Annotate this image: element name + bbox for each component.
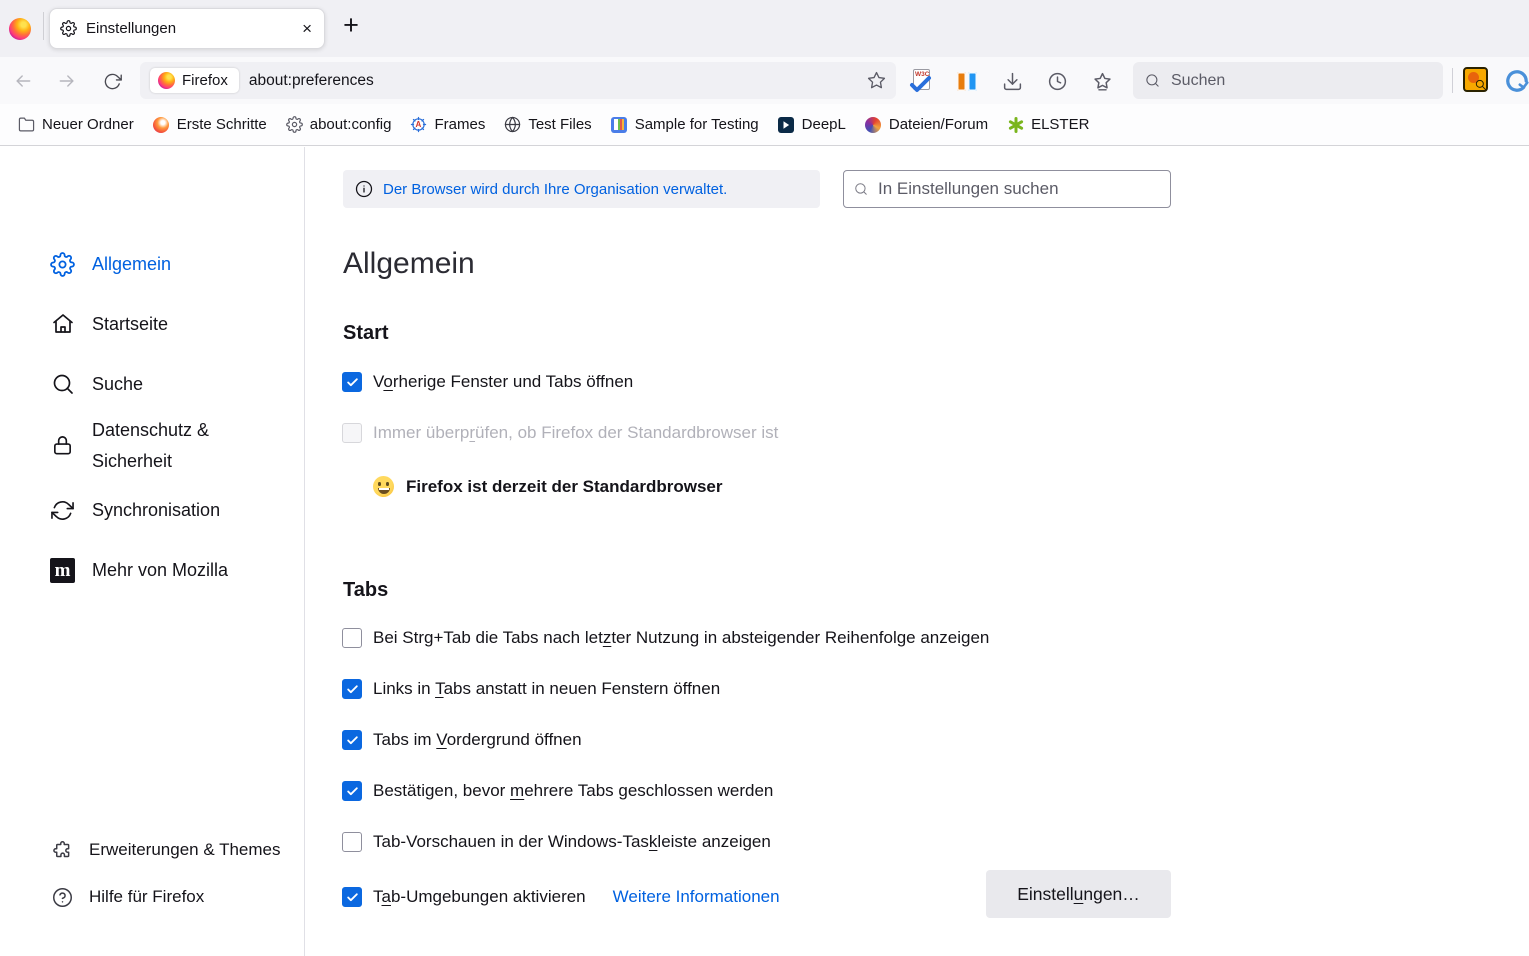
checkbox-label[interactable]: Links in Tabs anstatt in neuen Fenstern öffnen bbox=[373, 679, 721, 698]
w3c-validator-extension-icon[interactable]: W3C bbox=[905, 65, 937, 97]
address-bar[interactable] bbox=[140, 62, 896, 99]
checkbox-label[interactable]: Tab-Vorschauen in der Windows-Taskleiste anzeigen bbox=[373, 832, 771, 851]
checkbox-confirm-close[interactable] bbox=[342, 781, 362, 801]
home-icon bbox=[50, 312, 75, 337]
new-tab-button[interactable]: + bbox=[343, 10, 359, 40]
url-text[interactable]: about:preferences bbox=[248, 71, 374, 89]
mozilla-logo-icon: m bbox=[50, 558, 75, 583]
battery-columns-extension-icon[interactable] bbox=[951, 65, 983, 97]
bookmark-dateien-forum[interactable]: Dateien/Forum bbox=[857, 112, 996, 137]
settings-main-pane bbox=[306, 147, 1529, 956]
firefox-sphere-icon bbox=[153, 116, 170, 133]
pref-row-restore-session bbox=[342, 372, 633, 392]
checkbox-label[interactable]: Vorherige Fenster und Tabs öffnen bbox=[373, 372, 634, 391]
bookmark-test-files[interactable]: Test Files bbox=[496, 112, 599, 137]
checkbox-tabs-foreground[interactable] bbox=[342, 730, 362, 750]
forward-button[interactable] bbox=[50, 64, 84, 98]
green-asterisk-icon bbox=[1007, 116, 1024, 133]
tab-separator bbox=[43, 12, 44, 40]
gear-icon bbox=[50, 252, 75, 277]
extensions-star-icon[interactable] bbox=[1086, 65, 1118, 97]
checkbox-links-in-tabs[interactable] bbox=[342, 679, 362, 699]
grinning-emoji bbox=[373, 476, 394, 497]
containers-learn-more-link[interactable]: Weitere Informationen bbox=[612, 887, 780, 906]
toolbar-search-box[interactable] bbox=[1133, 62, 1443, 99]
checkbox-label[interactable]: Tabs im Vordergrund öffnen bbox=[373, 730, 582, 749]
sidebar-item-allgemein[interactable]: Allgemein bbox=[50, 244, 171, 284]
lock-icon bbox=[50, 433, 75, 458]
bookmark-deepl[interactable]: DeepL bbox=[770, 112, 854, 137]
deepl-icon bbox=[778, 116, 795, 133]
checkbox-label[interactable]: Tab-Umgebungen aktivieren bbox=[373, 887, 586, 906]
folder-icon bbox=[18, 116, 35, 133]
checkbox-ctrl-tab-order[interactable] bbox=[342, 628, 362, 648]
sidebar-item-datenschutz-sicherheit[interactable]: Datenschutz & Sicherheit bbox=[50, 415, 209, 477]
checkbox-containers[interactable] bbox=[342, 887, 362, 907]
globe-icon bbox=[504, 116, 521, 133]
tab-close-icon[interactable]: × bbox=[302, 19, 312, 38]
search-icon bbox=[854, 182, 868, 196]
section-heading-start: Start bbox=[343, 322, 389, 344]
search-icon bbox=[1145, 73, 1160, 88]
bookmark-frames[interactable]: A Frames bbox=[402, 112, 493, 137]
search-preview-extension-icon[interactable] bbox=[1459, 63, 1491, 95]
color-swirl-icon bbox=[865, 116, 882, 133]
settings-search-box[interactable] bbox=[843, 170, 1171, 208]
bookmark-neuer-ordner[interactable]: Neuer Ordner bbox=[10, 112, 142, 137]
history-clock-icon[interactable] bbox=[1041, 65, 1073, 97]
question-circle-icon bbox=[52, 887, 73, 908]
pref-row-check-default-browser bbox=[342, 423, 778, 443]
managed-browser-notice bbox=[343, 170, 820, 208]
reload-button[interactable] bbox=[95, 64, 129, 98]
site-identity-chip[interactable] bbox=[150, 68, 239, 93]
tab-title: Einstellungen bbox=[86, 20, 177, 37]
section-heading-tabs: Tabs bbox=[343, 579, 389, 601]
frames-gear-icon: A bbox=[410, 116, 427, 133]
gear-icon bbox=[286, 116, 303, 133]
checkbox-label: Immer überprüfen, ob Firefox der Standardbrowser ist bbox=[373, 423, 779, 442]
checkbox-label[interactable]: Bestätigen, bevor mehrere Tabs geschlossen werden bbox=[373, 781, 774, 800]
checkbox-restore-session[interactable] bbox=[342, 372, 362, 392]
settings-sidebar bbox=[0, 147, 305, 956]
sidebar-item-synchronisation[interactable]: Synchronisation bbox=[50, 490, 220, 530]
pref-row-containers bbox=[342, 887, 780, 907]
bookmark-sample-for-testing[interactable]: Sample for Testing bbox=[603, 112, 767, 137]
bookmark-erste-schritte[interactable]: Erste Schritte bbox=[145, 112, 275, 137]
sync-arrows-extension-icon[interactable] bbox=[1501, 65, 1529, 97]
page-title: Allgemein bbox=[343, 247, 475, 280]
puzzle-piece-icon bbox=[52, 840, 73, 861]
pref-row-taskbar-previews bbox=[342, 832, 771, 852]
bookmark-star-icon[interactable] bbox=[867, 71, 886, 90]
checkbox-taskbar-previews[interactable] bbox=[342, 832, 362, 852]
bookmarks-toolbar bbox=[0, 104, 1529, 146]
pref-row-links-in-tabs bbox=[342, 679, 720, 699]
blue-book-icon bbox=[611, 116, 628, 133]
back-button[interactable] bbox=[6, 64, 40, 98]
tab-bar bbox=[0, 0, 1529, 57]
search-icon bbox=[50, 372, 75, 397]
tab-gear-icon bbox=[60, 20, 77, 37]
firefox-logo-icon[interactable] bbox=[9, 18, 31, 40]
toolbar-search-input[interactable] bbox=[1169, 71, 1431, 91]
containers-settings-button[interactable]: Einstellungen… bbox=[986, 870, 1171, 918]
sidebar-item-suche[interactable]: Suche bbox=[50, 364, 143, 404]
sidebar-item-mehr-von-mozilla[interactable]: m Mehr von Mozilla bbox=[50, 550, 228, 590]
sidebar-item-startseite[interactable]: Startseite bbox=[50, 304, 168, 344]
bookmark-about-config[interactable]: about:config bbox=[278, 112, 400, 137]
sidebar-item-hilfe-fuer-firefox[interactable]: Hilfe für Firefox bbox=[52, 883, 204, 911]
site-identity-label: Firefox bbox=[182, 72, 228, 89]
tab-einstellungen[interactable] bbox=[49, 8, 325, 49]
toolbar-separator bbox=[1452, 68, 1453, 93]
settings-search-input[interactable] bbox=[876, 178, 1160, 200]
bookmark-elster[interactable]: ELSTER bbox=[999, 112, 1097, 137]
downloads-icon[interactable] bbox=[996, 65, 1028, 97]
navigation-toolbar bbox=[0, 57, 1529, 104]
checkbox-label[interactable]: Bei Strg+Tab die Tabs nach letzter Nutzung in absteigender Reihenfolge anzeigen bbox=[373, 628, 990, 647]
sidebar-item-erweiterungen-themes[interactable]: Erweiterungen & Themes bbox=[52, 836, 281, 864]
info-icon bbox=[355, 180, 373, 198]
pref-row-confirm-close bbox=[342, 781, 773, 801]
pref-row-ctrl-tab-order bbox=[342, 628, 989, 648]
default-browser-status-text: Firefox ist derzeit der Standardbrowser bbox=[406, 476, 723, 496]
firefox-mini-logo-icon bbox=[158, 72, 175, 89]
sync-icon bbox=[50, 498, 75, 523]
default-browser-status bbox=[373, 476, 722, 497]
pref-row-tabs-foreground bbox=[342, 730, 582, 750]
managed-browser-link[interactable]: Der Browser wird durch Ihre Organisation verwaltet. bbox=[383, 180, 728, 198]
checkbox-check-default-browser bbox=[342, 423, 362, 443]
